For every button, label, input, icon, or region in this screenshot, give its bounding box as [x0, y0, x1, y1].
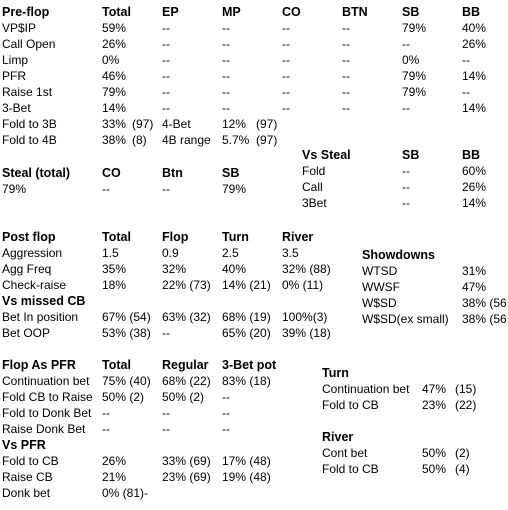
vs-steal-row-label: 3Bet [302, 196, 327, 210]
postflop-cell: 32% (88) [282, 262, 331, 276]
postflop-cell: 1.5 [102, 246, 119, 260]
preflop-cell: -- [222, 37, 230, 51]
four-bet-value: 12% [222, 117, 247, 131]
showdown-row-label: W$SD(ex small) [362, 312, 449, 326]
preflop-row-label: 3-Bet [2, 101, 31, 115]
flop-pfr-cell: -- [162, 422, 170, 436]
showdown-row-label: WTSD [362, 264, 398, 278]
preflop-header-label: Pre-flop [2, 5, 50, 19]
preflop-header-sb: SB [402, 5, 420, 19]
turn-sample: (15) [455, 382, 477, 396]
four-bet-label: 4-Bet [162, 117, 191, 131]
four-bet-sample: (97) [256, 117, 278, 131]
preflop-cell: -- [162, 53, 170, 67]
postflop-header-total: Total [102, 230, 131, 244]
turn-row-label: Continuation bet [322, 382, 410, 396]
preflop-cell: 40% [462, 21, 487, 35]
steal-header-co: CO [102, 166, 121, 180]
vs-pfr-cell: 23% (69) [162, 470, 211, 484]
missed-cb-row-label: Bet OOP [2, 326, 51, 340]
preflop-cell: -- [282, 85, 290, 99]
preflop-header-bb: BB [462, 5, 481, 19]
vs-steal-cell: -- [402, 164, 410, 178]
four-bet-range-label: 4B range [162, 133, 211, 147]
vs-pfr-row-label: Fold to CB [2, 454, 59, 468]
preflop-cell: -- [222, 53, 230, 67]
vs-pfr-cell: 19% (48) [222, 470, 271, 484]
flop-pfr-cell: 68% (22) [162, 374, 211, 388]
preflop-cell: 26% [102, 37, 127, 51]
preflop-cell: -- [282, 37, 290, 51]
vs-missed-cb-title: Vs missed CB [2, 294, 86, 308]
preflop-cell: -- [282, 53, 290, 67]
turn-value: 47% [422, 382, 447, 396]
preflop-cell: 26% [462, 37, 487, 51]
river-sample: (2) [455, 446, 470, 460]
flop-as-pfr-header-3bet: 3-Bet pot [222, 358, 277, 372]
postflop-cell: 3.5 [282, 246, 299, 260]
vs-pfr-cell: 33% (69) [162, 454, 211, 468]
vs-steal-cell: -- [402, 180, 410, 194]
fold-to-3b-sample: (97) [132, 117, 154, 131]
postflop-cell: 32% [162, 262, 187, 276]
vs-steal-row-label: Fold [302, 164, 326, 178]
flop-pfr-cell: 50% (2) [162, 390, 205, 404]
showdown-row-label: W$SD [362, 296, 397, 310]
four-bet-range-sample: (97) [256, 133, 278, 147]
flop-pfr-cell: 75% (40) [102, 374, 151, 388]
preflop-cell: -- [282, 101, 290, 115]
postflop-row-label: Check-raise [2, 278, 67, 292]
flop-pfr-row-label: Fold to Donk Bet [2, 406, 92, 420]
flop-pfr-row-label: Raise Donk Bet [2, 422, 86, 436]
fold-to-4b-sample: (8) [132, 133, 147, 147]
preflop-cell: -- [462, 85, 470, 99]
vs-pfr-cell: 26% [102, 454, 127, 468]
flop-pfr-cell: -- [222, 406, 230, 420]
vs-pfr-row-label: Donk bet [2, 486, 51, 500]
fold-to-3b-value: 33% [102, 117, 127, 131]
postflop-cell: 2.5 [222, 246, 239, 260]
preflop-cell: -- [342, 53, 350, 67]
river-title: River [322, 430, 354, 444]
vs-steal-cell: 60% [462, 164, 487, 178]
vs-pfr-title: Vs PFR [2, 438, 46, 452]
preflop-cell: 14% [462, 69, 487, 83]
steal-btn-value: -- [162, 182, 170, 196]
missed-cb-cell: 39% (18) [282, 326, 331, 340]
missed-cb-cell: 53% (38) [102, 326, 151, 340]
missed-cb-cell: 65% (20) [222, 326, 271, 340]
river-value: 50% [422, 462, 447, 476]
preflop-row-label: VP$IP [2, 21, 37, 35]
preflop-cell: 14% [102, 101, 127, 115]
flop-pfr-cell: -- [222, 390, 230, 404]
steal-header-sb: SB [222, 166, 240, 180]
vs-steal-cell: 14% [462, 196, 487, 210]
preflop-cell: -- [222, 69, 230, 83]
steal-total-value: 79% [2, 182, 27, 196]
preflop-cell: -- [282, 69, 290, 83]
vs-steal-cell: -- [402, 196, 410, 210]
flop-pfr-cell: -- [162, 406, 170, 420]
preflop-cell: -- [162, 85, 170, 99]
postflop-header-label: Post flop [2, 230, 56, 244]
steal-co-value: -- [102, 182, 110, 196]
steal-header-btn: Btn [162, 166, 183, 180]
flop-pfr-cell: -- [222, 422, 230, 436]
preflop-header-mp: MP [222, 5, 241, 19]
preflop-cell: -- [162, 69, 170, 83]
missed-cb-cell: 67% (54) [102, 310, 151, 324]
preflop-cell: -- [162, 101, 170, 115]
preflop-cell: 46% [102, 69, 127, 83]
preflop-row-label: Raise 1st [2, 85, 53, 99]
showdown-value: 31% [462, 264, 487, 278]
vs-steal-header-bb: BB [462, 148, 481, 162]
flop-pfr-cell: 83% (18) [222, 374, 271, 388]
missed-cb-cell: 63% (32) [162, 310, 211, 324]
postflop-cell: 35% [102, 262, 127, 276]
preflop-cell: -- [462, 53, 470, 67]
preflop-row-label: Limp [2, 53, 29, 67]
flop-as-pfr-title: Flop As PFR [2, 358, 76, 372]
postflop-cell: 22% (73) [162, 278, 211, 292]
preflop-cell: 0% [402, 53, 420, 67]
missed-cb-cell: -- [162, 326, 170, 340]
postflop-cell: 40% [222, 262, 247, 276]
showdown-row-label: WWSF [362, 280, 400, 294]
river-row-label: Fold to CB [322, 462, 379, 476]
preflop-cell: -- [162, 37, 170, 51]
fold-to-3b-label: Fold to 3B [2, 117, 57, 131]
fold-to-4b-label: Fold to 4B [2, 133, 57, 147]
preflop-cell: 59% [102, 21, 127, 35]
vs-pfr-cell: 21% [102, 470, 127, 484]
preflop-cell: 79% [402, 21, 427, 35]
postflop-row-label: Agg Freq [2, 262, 52, 276]
vs-steal-header-sb: SB [402, 148, 420, 162]
postflop-cell: 14% (21) [222, 278, 271, 292]
preflop-header-btn: BTN [342, 5, 368, 19]
preflop-row-label: PFR [2, 69, 26, 83]
preflop-row-label: Call Open [2, 37, 56, 51]
preflop-header-ep: EP [162, 5, 179, 19]
preflop-cell: -- [162, 21, 170, 35]
preflop-cell: -- [222, 85, 230, 99]
vs-pfr-row-label: Raise CB [2, 470, 53, 484]
preflop-cell: -- [342, 101, 350, 115]
river-row-label: Cont bet [322, 446, 368, 460]
preflop-cell: -- [282, 21, 290, 35]
showdown-value: 47% [462, 280, 487, 294]
showdowns-title: Showdowns [362, 248, 435, 262]
preflop-cell: 79% [402, 85, 427, 99]
steal-sb-value: 79% [222, 182, 247, 196]
turn-sample: (22) [455, 398, 477, 412]
missed-cb-cell: 100%(3) [282, 310, 328, 324]
postflop-header-turn: Turn [222, 230, 249, 244]
postflop-row-label: Aggression [2, 246, 63, 260]
turn-value: 23% [422, 398, 447, 412]
fold-to-4b-value: 38% [102, 133, 127, 147]
flop-as-pfr-header-total: Total [102, 358, 131, 372]
postflop-cell: 0.9 [162, 246, 179, 260]
missed-cb-cell: 68% (19) [222, 310, 271, 324]
postflop-header-river: River [282, 230, 314, 244]
missed-cb-row-label: Bet In position [2, 310, 79, 324]
turn-title: Turn [322, 366, 349, 380]
preflop-cell: 79% [402, 69, 427, 83]
preflop-cell: -- [342, 37, 350, 51]
river-sample: (4) [455, 462, 470, 476]
preflop-cell: -- [342, 85, 350, 99]
steal-title: Steal (total) [2, 166, 71, 180]
preflop-header-total: Total [102, 5, 131, 19]
preflop-cell: -- [402, 101, 410, 115]
flop-pfr-row-label: Continuation bet [2, 374, 90, 388]
vs-pfr-cell: 0% (81)- [102, 486, 149, 500]
preflop-cell: -- [342, 69, 350, 83]
postflop-cell: 0% (11) [282, 278, 324, 292]
showdown-value: 38% (56 [462, 312, 507, 326]
preflop-cell: -- [222, 21, 230, 35]
postflop-cell: 18% [102, 278, 127, 292]
preflop-cell: -- [342, 21, 350, 35]
flop-pfr-cell: 50% (2) [102, 390, 145, 404]
flop-as-pfr-header-regular: Regular [162, 358, 209, 372]
turn-row-label: Fold to CB [322, 398, 379, 412]
vs-steal-row-label: Call [302, 180, 323, 194]
flop-pfr-cell: -- [102, 422, 110, 436]
preflop-cell: -- [402, 37, 410, 51]
preflop-cell: 0% [102, 53, 120, 67]
showdown-value: 38% (56 [462, 296, 507, 310]
flop-pfr-row-label: Fold CB to Raise [2, 390, 93, 404]
preflop-cell: 79% [102, 85, 127, 99]
flop-pfr-cell: -- [102, 406, 110, 420]
postflop-header-flop: Flop [162, 230, 189, 244]
vs-pfr-cell: 17% (48) [222, 454, 271, 468]
preflop-cell: -- [222, 101, 230, 115]
four-bet-range-value: 5.7% [222, 133, 250, 147]
preflop-cell: 14% [462, 101, 487, 115]
river-value: 50% [422, 446, 447, 460]
vs-steal-cell: 26% [462, 180, 487, 194]
preflop-header-co: CO [282, 5, 301, 19]
vs-steal-title: Vs Steal [302, 148, 351, 162]
